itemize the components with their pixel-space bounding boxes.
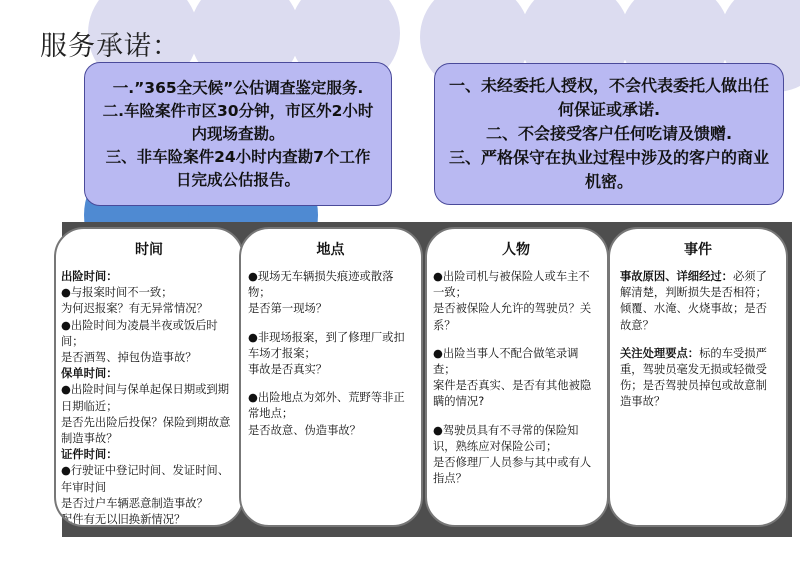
card-line: ●出险时间为凌晨半夜或饭后时间； (61, 318, 218, 348)
promise-item: 三、非车险案件24小时内查勘7个工作日完成公估报告。 (105, 147, 371, 189)
card-place (239, 227, 423, 527)
promise-box-left (84, 62, 392, 206)
section-label: 关注处理要点： (620, 346, 700, 360)
card-line: 是否酒驾、掉包伪造事故？ (61, 351, 197, 365)
card-line: 案件是否真实、是否有其他被隐瞒的情况? (433, 379, 592, 409)
card-line: 为何迟报案？有无异常情况？ (61, 302, 208, 316)
card-line: 是否过户车辆恶意制造事故？ (61, 496, 208, 510)
card-line: ●出险地点为郊外、荒野等非正常地点； (248, 391, 405, 421)
card-title: 事件 (684, 242, 712, 258)
section-label: 事故原因、详细经过： (620, 270, 733, 283)
card-line: 配件有无以旧换新情况？ (61, 513, 186, 527)
promise-item: 一.”365全天候”公估调查鉴定服务. (112, 78, 364, 97)
card-line: 是否故意、伪造事故？ (248, 423, 361, 437)
card-text: 标的车受损严重，驾驶员毫发无损或轻微受伤；是否驾驶员掉包或故意制造事故？ (620, 346, 767, 409)
card-time (54, 227, 244, 527)
card-line: ●出险时间与保单起保日期或到期日期临近； (61, 383, 230, 413)
card-line: 是否第一现场？ (248, 302, 328, 316)
card-line: 是否被保险人允许的驾驶员？关系？ (433, 302, 592, 332)
card-title: 时间 (135, 242, 163, 258)
card-line: ●与报案时间不一致； (61, 286, 173, 300)
card-person (425, 227, 609, 527)
card-body (61, 269, 237, 527)
promise-box-right (434, 63, 784, 205)
promise-item: 二.车险案件市区30分钟，市区外2小时内现场查勘。 (102, 101, 374, 143)
card-text: 必须了解清楚，判断损失是否相符；倾覆、水淹、火烧事故；是否故意？ (620, 270, 767, 332)
card-title: 地点 (316, 242, 345, 258)
card-line: ●行驶证中登记时间、发证时间、年审时间 (61, 464, 230, 494)
card-line: 是否先出险后投保？保险到期故意制造事故？ (61, 415, 231, 446)
card-body (433, 269, 599, 487)
page-title: 服务承诺： (40, 31, 180, 62)
section-label: 保单时间： (61, 367, 118, 381)
card-line: 事故是否真实？ (248, 363, 328, 377)
section-label: 出险时间： (61, 270, 118, 283)
card-line: ●出险司机与被保险人或车主不一致； (433, 270, 590, 300)
promise-item: 二、不会接受客户任何吃请及馈赠. (485, 124, 733, 143)
card-paragraph (620, 269, 776, 334)
card-line: ●现场无车辆损失痕迹或散落物； (248, 270, 394, 300)
card-event (608, 227, 788, 527)
card-body (620, 269, 776, 411)
section-label: 证件时间： (61, 448, 118, 462)
card-line: ●出险当事人不配合做笔录调查； (433, 346, 579, 377)
promise-item: 三、严格保守在执业过程中涉及的客户的商业机密。 (449, 148, 770, 191)
card-title: 人物 (502, 242, 530, 258)
promise-item: 一、未经委托人授权，不会代表委托人做出任何保证或承诺. (449, 76, 770, 119)
card-line: 是否修理厂人员参与其中或有人指点？ (433, 456, 592, 486)
card-paragraph (620, 346, 776, 411)
card-line: ●驾驶员具有不寻常的保险知识，熟练应对保险公司； (433, 423, 579, 453)
card-body (248, 269, 413, 439)
card-line: ●非现场报案，到了修理厂或扣车场才报案； (248, 330, 405, 360)
